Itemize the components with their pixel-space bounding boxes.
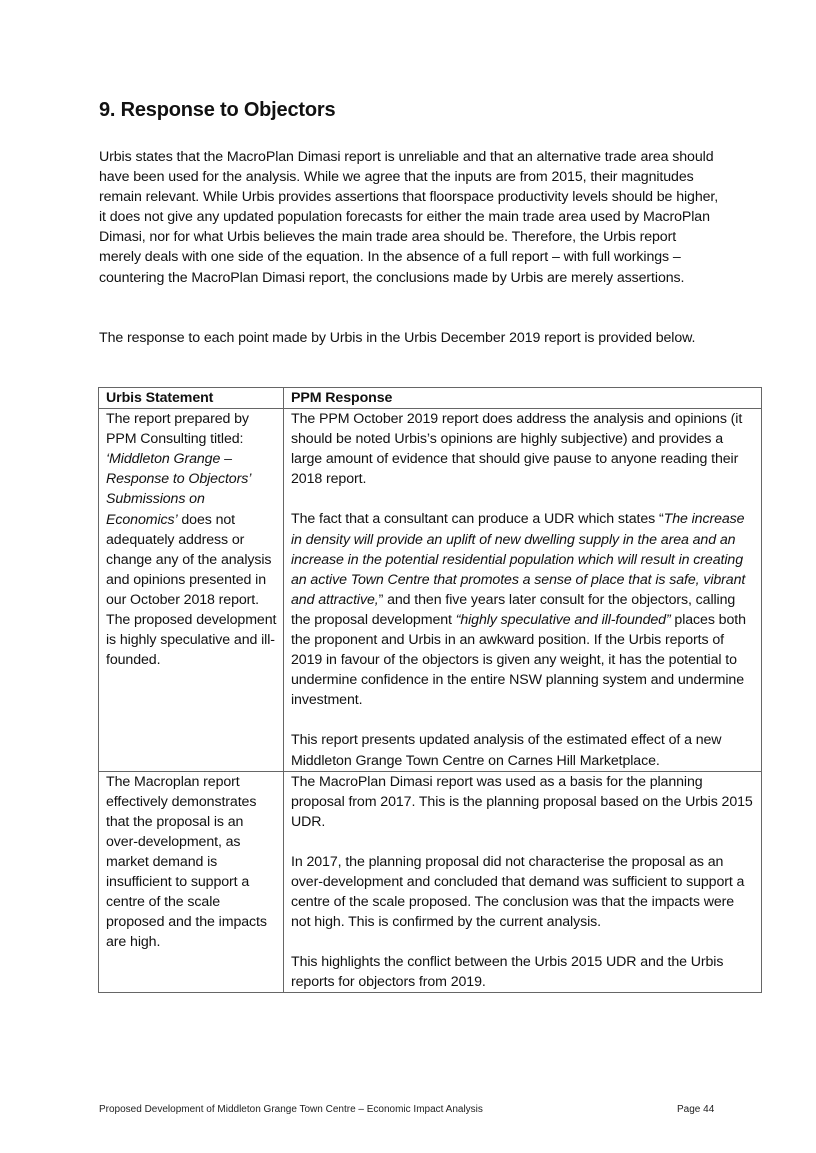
table-row [99,409,762,772]
ppm-response-cell [284,771,762,993]
ppm-response-cell [284,409,762,772]
header-urbis-statement: Urbis Statement [99,388,284,409]
urbis-statement-cell: The Macroplan report effectively demonstrates that the proposal is an over-development, as market demand is insufficient to support a centre of the scale proposed and the impacts are high. [99,771,284,993]
lead-in-paragraph: The response to each point made by Urbis in the Urbis December 2019 report is provided below. [99,330,696,346]
footer-document-title: Proposed Development of Middleton Grange Town Centre – Economic Impact Analysis [99,1104,483,1115]
urbis-statement-cell [99,409,284,772]
response-paragraph: The PPM October 2019 report does address the analysis and opinions (it should be noted Urbis’s opinions are highly subjective) and provides a large amount of evidence that should give pause to anyone reading their 2018 report. [291,411,743,488]
response-paragraph: This report presents updated analysis of the estimated effect of a new Middleton Grange Town Centre on Carnes Hill Marketplace. [291,732,722,769]
response-text: The fact that a consultant can produce a UDR which states “ [291,511,664,528]
header-ppm-response: PPM Response [284,388,762,409]
intro-paragraph: Urbis states that the MacroPlan Dimasi report is unreliable and that an alternative trade area should have been used for the analysis. While we agree that the inputs are from 2015, their magnitudes remain relevant. While Urbis provides assertions that floorspace productivity levels should be higher, it does not give any updated population forecasts for either the main trade area used by MacroPlan Dimasi, nor for what Urbis believes the main trade area should be. Therefore, the Urbis report merely deals with one side of the equation. In the absence of a full report – with full workings – countering the MacroPlan Dimasi report, the conclusions made by Urbis are merely assertions. [99,149,719,286]
table-header-row [99,388,762,409]
statement-text: The report prepared by PPM Consulting titled: [106,411,249,448]
response-paragraph: The MacroPlan Dimasi report was used as a basis for the planning proposal from 2017. This is the planning proposal based on the Urbis 2015 UDR. [291,773,753,830]
response-paragraph: In 2017, the planning proposal did not characterise the proposal as an over-development and concluded that demand was sufficient to support a centre of the scale proposed. The conclusion was that the impacts were not high. This is confirmed by the current analysis. [291,853,745,931]
statement-report-title: ‘Middleton Grange – Response to Objectors’ Submissions on Economics’ [106,451,251,528]
response-paragraph: This highlights the conflict between the Urbis 2015 UDR and the Urbis reports for objectors from 2019. [291,954,724,991]
footer-page-number: Page 44 [677,1104,715,1115]
statement-text: does not adequately address or change any of the analysis and opinions presented in our October 2018 report. The proposed development is highly speculative and ill-founded. [106,511,277,669]
table-row [99,771,762,993]
page-title: 9. Response to Objectors [99,99,336,121]
response-table [98,387,762,993]
response-paragraph [291,509,755,710]
udr-quote: The increase in density will provide an uplift of new dwelling supply in the area and an increase in the potential residential population which will result in creating an active Town Centre that promotes a sense of place that is safe, vibrant and attractive, [291,511,746,608]
response-text: places both the proponent and Urbis in an awkward position. If the Urbis reports of 2019 in favour of the objectors is given any weight, it has the potential to undermine confidence in the entire NSW planning system and undermine investment. [291,611,746,709]
objector-quote: “highly speculative and ill-founded” [455,611,671,628]
response-text: ” and then five years later consult for the objectors, calling the proposal development [291,591,736,628]
